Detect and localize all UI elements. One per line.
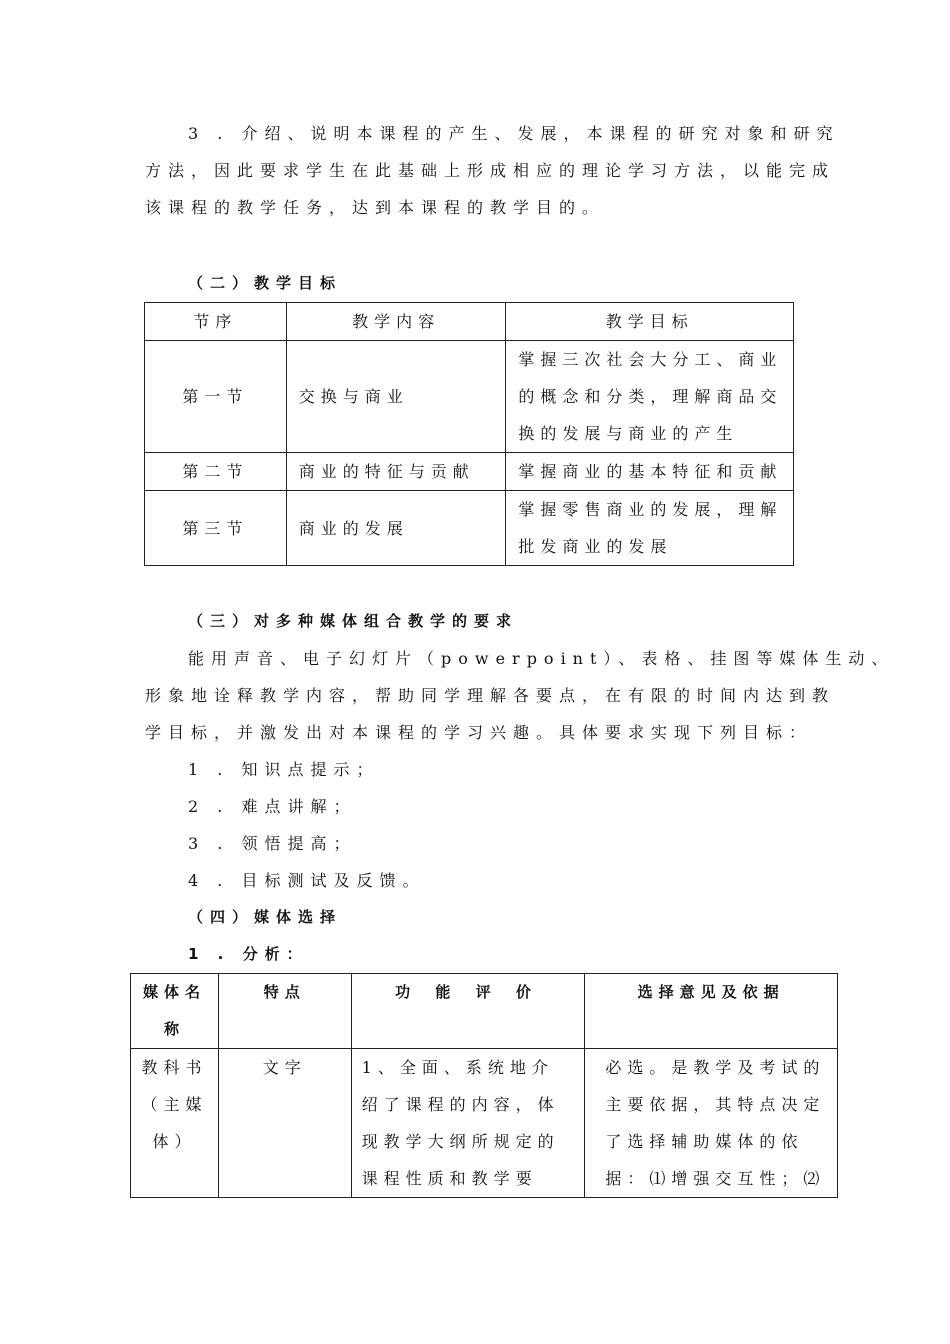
text-line: 能用声音、电子幻灯片（powerpoint）、表格、挂图等媒体生动、 (188, 649, 895, 668)
cell-line: 据：⑴增强交互性；⑵ (605, 1169, 826, 1188)
section-cell: 第一节 (145, 341, 287, 453)
subheading-analysis: 1 . 分析： (188, 945, 309, 963)
header-cell: 教学内容 (286, 303, 506, 341)
objectives-table (144, 302, 794, 566)
header-cell: 功 能 评 价 (351, 974, 585, 1049)
function-cell (351, 1049, 585, 1198)
cell-line: 现教学大纲所规定的 (361, 1132, 560, 1151)
goal-line: 掌握零售商业的发展，理解 (518, 500, 783, 519)
goal-line: 批发商业的发展 (518, 537, 673, 556)
table-row (145, 491, 794, 566)
section-heading-media-requirements: （三）对多种媒体组合教学的要求 (188, 612, 519, 630)
list-item: 1 . 知识点提示； (188, 760, 380, 779)
header-cell: 选择意见及依据 (585, 974, 838, 1049)
header-cell: 节序 (145, 303, 287, 341)
goal-line: 掌握三次社会大分工、商业 (518, 350, 783, 369)
cell-line: 体） (152, 1132, 197, 1151)
table-row (145, 453, 794, 491)
table-row (145, 341, 794, 453)
text-line: 方法，因此要求学生在此基础上形成相应的理论学习方法，以能完成 (145, 161, 836, 180)
cell-line: 主要依据，其特点决定 (605, 1095, 826, 1114)
cell-line: 了选择辅助媒体的依 (605, 1132, 804, 1151)
table-header-row (145, 303, 794, 341)
media-name-cell (131, 1049, 219, 1198)
header-line: 媒体名 (142, 983, 206, 1001)
section-heading-objectives: （二）教学目标 (188, 274, 343, 292)
feature-cell: 文字 (218, 1049, 351, 1198)
text-line: 3 . 介绍、说明本课程的产生、发展，本课程的研究对象和研究 (188, 124, 840, 143)
media-table (130, 973, 838, 1198)
table-header-row (131, 974, 838, 1049)
section-cell: 第三节 (145, 491, 287, 566)
cell-line: 绍了课程的内容，体 (361, 1095, 560, 1114)
cell-line: 课程性质和教学要 (361, 1169, 538, 1188)
cell-line: 1、全面、系统地介 (361, 1058, 554, 1077)
list-item: 3 . 领悟提高； (188, 834, 357, 853)
goal-line: 的概念和分类，理解商品交 (518, 387, 783, 406)
text-line: 学目标，并激发出对本课程的学习兴趣。具体要求实现下列目标： (145, 723, 813, 742)
header-cell (131, 974, 219, 1049)
goal-line: 掌握商业的基本特征和贡献 (518, 462, 783, 481)
goal-cell (506, 341, 794, 453)
table-row (131, 1049, 838, 1198)
cell-line: （主媒 (141, 1095, 208, 1114)
section-cell: 第二节 (145, 453, 287, 491)
cell-line: 教科书 (141, 1058, 208, 1077)
content-cell: 交换与商业 (286, 341, 506, 453)
header-cell: 特点 (218, 974, 351, 1049)
goal-cell (506, 453, 794, 491)
list-item: 4 . 目标测试及反馈。 (188, 871, 426, 890)
content-cell: 商业的特征与贡献 (286, 453, 506, 491)
choice-cell (585, 1049, 838, 1198)
header-cell: 教学目标 (506, 303, 794, 341)
goal-line: 换的发展与商业的产生 (518, 424, 739, 443)
list-item: 2 . 难点讲解； (188, 797, 357, 816)
goal-cell (506, 491, 794, 566)
section-heading-media-selection: （四）媒体选择 (188, 908, 343, 926)
cell-line: 必选。是教学及考试的 (605, 1058, 826, 1077)
header-line: 称 (163, 1020, 185, 1038)
content-cell: 商业的发展 (286, 491, 506, 566)
text-line: 形象地诠释教学内容，帮助同学理解各要点，在有限的时间内达到教 (145, 686, 836, 705)
text-line: 该课程的教学任务，达到本课程的教学目的。 (145, 198, 606, 217)
